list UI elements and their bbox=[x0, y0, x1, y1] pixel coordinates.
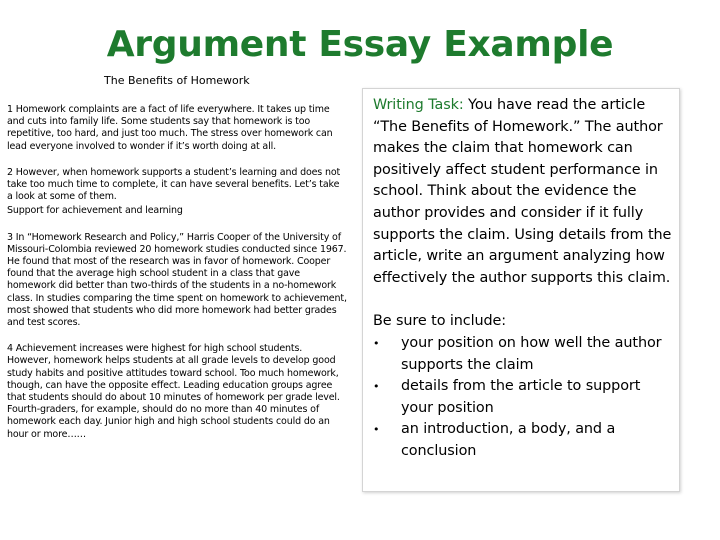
article-title: The Benefits of Homework bbox=[104, 74, 250, 87]
page-title: Argument Essay Example bbox=[106, 24, 614, 65]
include-list-item bbox=[373, 333, 673, 376]
writing-task-content bbox=[373, 95, 673, 463]
include-heading: Be sure to include: bbox=[373, 313, 507, 330]
bullet-icon: • bbox=[373, 423, 380, 437]
include-item-text: your position on how well the author supports the claim bbox=[401, 334, 662, 373]
bullet-icon: • bbox=[373, 336, 380, 350]
writing-task-box bbox=[362, 88, 680, 492]
include-list-item bbox=[373, 376, 673, 419]
include-list-item bbox=[373, 419, 673, 462]
include-item-text: details from the article to support your position bbox=[401, 378, 641, 416]
article-paragraph-1: 1 Homework complaints are a fact of life everywhere. It takes up time and cuts into family life. Some students say that homework is too repetitive, too hard, and just too much. The stress over homework can lead everyone involved to wonder if it’s worth doing at all. bbox=[7, 104, 333, 152]
article-paragraph-4: 4 Achievement increases were highest for high school students. However, homework helps students at all grade levels to develop good study habits and positive attitudes toward school. Too much homework, though, can have the opposite effect. Leading education groups agree that students should do about 10 minutes of homework per grade level. Fourth-graders, for example, should do no more than 40 minutes of homework each day. Junior high and high school students could do an hour or more…… bbox=[7, 343, 340, 440]
article-paragraph-3: 3 In “Homework Research and Policy,” Harris Cooper of the University of Missouri-Colombia reviewed 20 homework studies conducted since 1967. He found that most of the research was in favor of homework. Cooper found that the average high school student in a class that gave homework did better than two-thirds of the students in a no-homework class. In studies comparing the time spent on homework to achievement, most showed that students who did more homework had better grades and test scores. bbox=[7, 231, 347, 329]
include-item-text: an introduction, a body, and a conclusion bbox=[401, 421, 616, 459]
writing-task-text: You have read the article “The Benefits of Homework.” The author makes the claim that homework can positively affect student performance in school. Think about the evidence the author provides and consider if it fully supports the claim. Using details from the article, write an argument analyzing how effectively the author supports this claim. bbox=[373, 97, 672, 286]
bullet-icon: • bbox=[373, 380, 380, 394]
article-paragraph-2: 2 However, when homework supports a student’s learning and does not take too much time to complete, it can have several benefits. Let’s take a look at some of them. bbox=[7, 166, 341, 203]
article-text bbox=[7, 104, 347, 455]
writing-task-prompt bbox=[373, 95, 673, 289]
writing-task-label: Writing Task: bbox=[373, 97, 464, 113]
article-section-heading: Support for achievement and learning bbox=[7, 205, 183, 217]
include-list bbox=[373, 333, 673, 463]
